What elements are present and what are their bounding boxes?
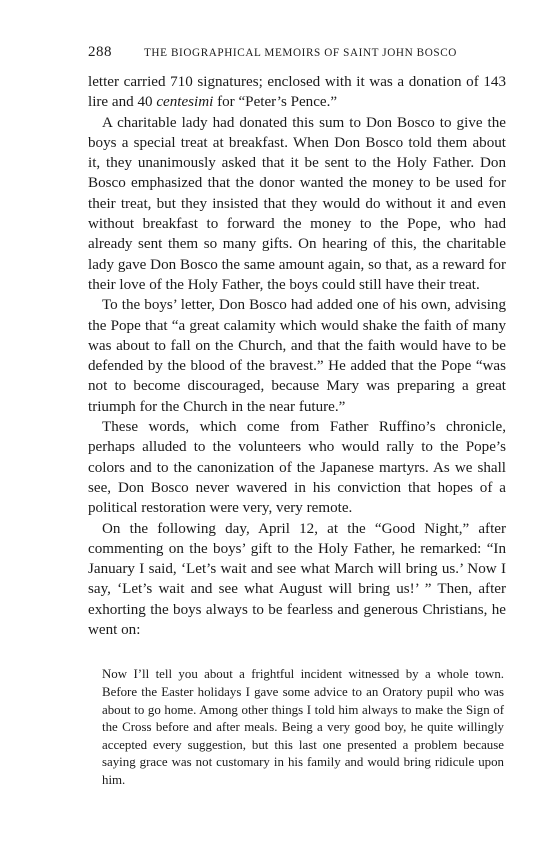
paragraph-1-text-end: for “Peter’s Pence.”: [213, 94, 338, 111]
paragraph-1-text: letter carried 710 signatures; enclosed with it was a donation of 143 lire and 40: [88, 74, 506, 111]
page-number: 288: [88, 44, 112, 60]
running-head: [88, 44, 506, 66]
paragraph-2: A charitable lady had donated this sum to Don Bosco to give the boys a special treat at breakfast. When Don Bosco told them about it, they unanimously asked that it be sent to the Holy Father. Don Bosco emphasized that the donor wanted the money to be used for their treat, but they insisted that they would do without it and even without breakfast to forward the money to the Pope, who had already sent them so many gifts. On hearing of this, the charitable lady gave Don Bosco the same amount again, so that, as a reward for their love of the Holy Father, the boys could still have their treat.: [88, 114, 506, 293]
italic-term: centesimi: [156, 94, 214, 111]
paragraph-3: To the boys’ letter, Don Bosco had added one of his own, advising the Pope that “a great calamity which would shake the faith of many was about to fall on the Church, and that the faith would have to be defended by the blood of the bravest.” He added that the Pope “was not to become discouraged, because Mary was preparing a great triumph for the Church in the near future.”: [88, 297, 506, 415]
block-quote: [88, 666, 506, 789]
paragraph-continued: [88, 72, 506, 113]
paragraph-5: On the following day, April 12, at the “Good Night,” after commenting on the boys’ gift to the Holy Father, he remarked: “In January I said, ‘Let’s wait and see what March will bring us.’ Now I say, ‘Let’s wait and see what August will bring us!’ ” Then, after exhorting the boys always to be fearless and generous Christians, he went on:: [88, 520, 506, 639]
body-text: [88, 72, 506, 640]
block-quote-text: Now I’ll tell you about a frightful incident witnessed by a whole town. Before the Easter holidays I gave some advice to an Oratory pupil who was about to go home. Among other things I told him always to make the Sign of the Cross before and after meals. Being a very good boy, he quite willingly accepted every suggestion, but this last one presented a problem because saying grace was not customary in his family and would bring ridicule upon him.: [102, 667, 504, 787]
running-head-title: THE BIOGRAPHICAL MEMOIRS OF SAINT JOHN BOSCO: [144, 47, 457, 59]
paragraph-4: These words, which come from Father Ruffino’s chronicle, perhaps alluded to the volunteers who would rally to the Pope’s colors and to the canonization of the Japanese martyrs. As we shall see, Don Bosco never wavered in his conviction that hopes of a political restoration were very, very remote.: [88, 419, 506, 517]
book-page: [88, 44, 506, 789]
